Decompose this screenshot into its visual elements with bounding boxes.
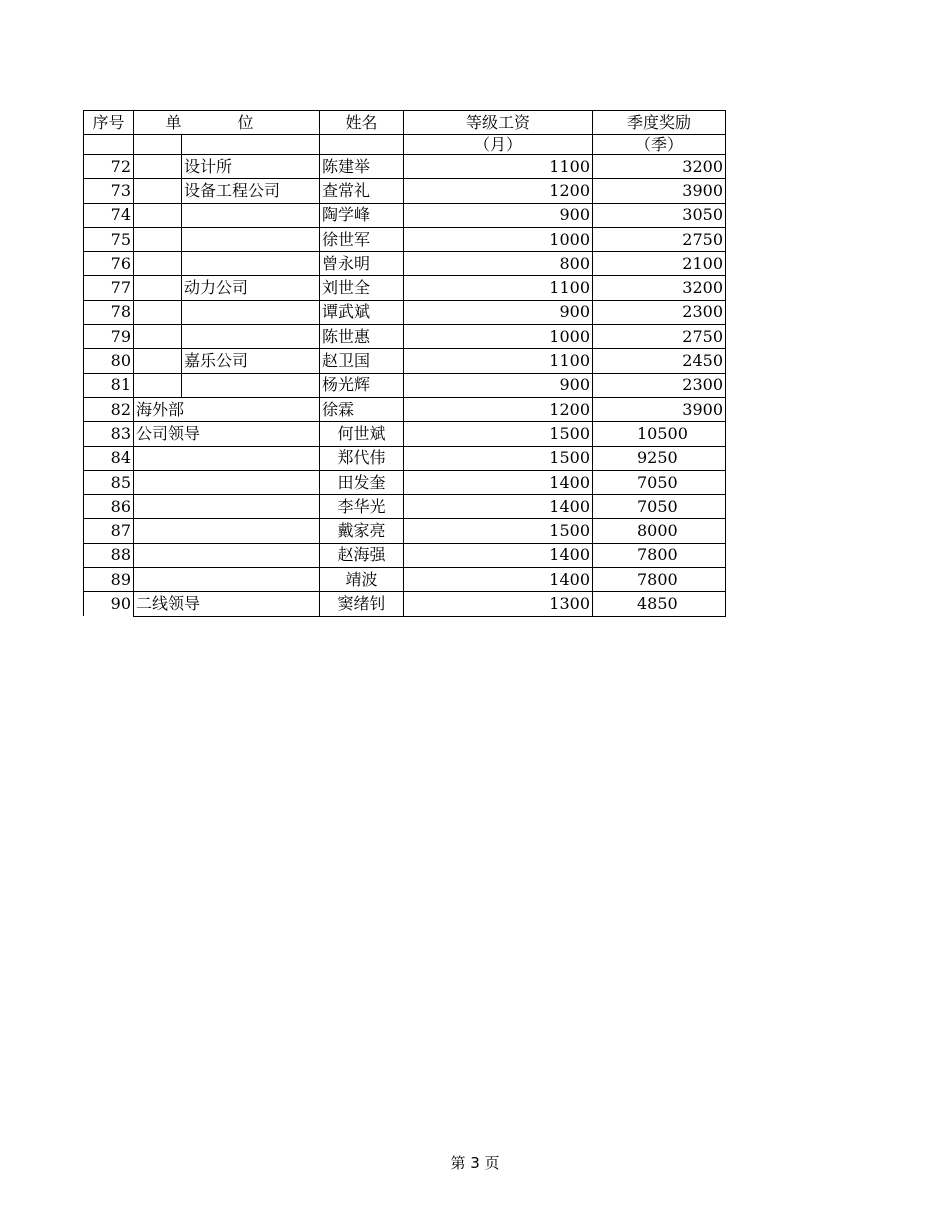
- table-row: [84, 179, 726, 203]
- row-name: 何世斌: [320, 422, 404, 446]
- row-dept: [134, 373, 182, 397]
- row-subunit: 动力公司: [182, 276, 320, 300]
- row-salary: 900: [404, 300, 593, 324]
- row-seq: 88: [84, 543, 134, 567]
- row-dept: [134, 227, 182, 251]
- row-seq: 84: [84, 446, 134, 470]
- table-row: [84, 155, 726, 179]
- row-subunit: [182, 203, 320, 227]
- row-name: 陈建举: [320, 155, 404, 179]
- row-salary: 1200: [404, 179, 593, 203]
- row-bonus: 3900: [593, 179, 726, 203]
- header-unit-part2: [182, 111, 320, 135]
- row-dept: [134, 325, 182, 349]
- row-subunit: [182, 227, 320, 251]
- table-row: [84, 227, 726, 251]
- table-row: [84, 300, 726, 324]
- header-unit-b: 位: [237, 112, 254, 132]
- row-seq: 90: [84, 592, 134, 616]
- row-name: 杨光辉: [320, 373, 404, 397]
- row-name: 田发奎: [320, 470, 404, 494]
- header-name: 姓名: [320, 111, 404, 135]
- row-name: 曾永明: [320, 252, 404, 276]
- row-subunit: 嘉乐公司: [182, 349, 320, 373]
- row-salary: 1500: [404, 446, 593, 470]
- row-bonus: 2300: [593, 373, 726, 397]
- row-name: 窦绪钊: [320, 592, 404, 616]
- header-unit-a: 单: [165, 112, 182, 132]
- table-row: [84, 568, 726, 592]
- row-seq: 77: [84, 276, 134, 300]
- row-salary: 1100: [404, 276, 593, 300]
- row-dept: [134, 495, 320, 519]
- row-subunit: [182, 252, 320, 276]
- row-bonus: 10500: [593, 422, 726, 446]
- row-bonus: 4850: [593, 592, 726, 616]
- table-row: [84, 397, 726, 421]
- row-name: 陈世惠: [320, 325, 404, 349]
- row-dept: [134, 543, 320, 567]
- subheader-empty-unit1: [134, 135, 182, 155]
- row-subunit: [182, 373, 320, 397]
- row-seq: 89: [84, 568, 134, 592]
- table-row: [84, 495, 726, 519]
- row-seq: 74: [84, 203, 134, 227]
- table-row: [84, 373, 726, 397]
- row-name: 谭武斌: [320, 300, 404, 324]
- row-dept: [134, 155, 182, 179]
- table-row: [84, 203, 726, 227]
- row-dept: [134, 276, 182, 300]
- row-bonus: 9250: [593, 446, 726, 470]
- row-seq: 79: [84, 325, 134, 349]
- table-row: [84, 252, 726, 276]
- row-seq: 87: [84, 519, 134, 543]
- row-dept: [134, 252, 182, 276]
- row-seq: 76: [84, 252, 134, 276]
- row-dept: [134, 568, 320, 592]
- row-salary: 1100: [404, 155, 593, 179]
- row-seq: 83: [84, 422, 134, 446]
- table-row: [84, 543, 726, 567]
- row-bonus: 3200: [593, 276, 726, 300]
- row-dept: [134, 349, 182, 373]
- row-name: 刘世全: [320, 276, 404, 300]
- row-bonus: 2450: [593, 349, 726, 373]
- row-dept: [134, 300, 182, 324]
- row-dept: 公司领导: [134, 422, 320, 446]
- row-name: 查常礼: [320, 179, 404, 203]
- row-name: 徐霖: [320, 397, 404, 421]
- row-dept: 海外部: [134, 397, 320, 421]
- row-seq: 73: [84, 179, 134, 203]
- row-salary: 900: [404, 373, 593, 397]
- subheader-empty-unit2: [182, 135, 320, 155]
- table-row: [84, 470, 726, 494]
- header-salary: 等级工资: [404, 111, 593, 135]
- row-salary: 1200: [404, 397, 593, 421]
- row-bonus: 7050: [593, 470, 726, 494]
- row-bonus: 2100: [593, 252, 726, 276]
- row-bonus: 7050: [593, 495, 726, 519]
- row-bonus: 2300: [593, 300, 726, 324]
- row-seq: 81: [84, 373, 134, 397]
- row-name: 赵卫国: [320, 349, 404, 373]
- header-bonus: 季度奖励: [593, 111, 726, 135]
- table-row: [84, 519, 726, 543]
- row-name: 李华光: [320, 495, 404, 519]
- subheader-bonus-period: （季）: [593, 135, 726, 155]
- row-bonus: 7800: [593, 543, 726, 567]
- row-bonus: 7800: [593, 568, 726, 592]
- header-seq: 序号: [84, 111, 134, 135]
- header-unit-part1: [134, 111, 182, 135]
- row-dept: [134, 446, 320, 470]
- row-subunit: 设计所: [182, 155, 320, 179]
- table-row: [84, 592, 726, 616]
- row-dept: 二线领导: [134, 592, 320, 616]
- subheader-empty-seq: [84, 135, 134, 155]
- row-seq: 78: [84, 300, 134, 324]
- row-seq: 75: [84, 227, 134, 251]
- row-seq: 72: [84, 155, 134, 179]
- row-dept: [134, 470, 320, 494]
- row-bonus: 3900: [593, 397, 726, 421]
- row-subunit: [182, 300, 320, 324]
- page-footer: 第 3 页: [450, 1154, 500, 1172]
- table-row: [84, 325, 726, 349]
- table-row: [84, 446, 726, 470]
- row-bonus: 2750: [593, 325, 726, 349]
- subheader-salary-period: （月）: [404, 135, 593, 155]
- row-subunit: 设备工程公司: [182, 179, 320, 203]
- row-salary: 1500: [404, 422, 593, 446]
- row-name: 赵海强: [320, 543, 404, 567]
- row-bonus: 3050: [593, 203, 726, 227]
- row-bonus: 3200: [593, 155, 726, 179]
- table-body: [84, 155, 726, 617]
- row-salary: 1000: [404, 227, 593, 251]
- row-subunit: [182, 325, 320, 349]
- salary-table: [83, 110, 726, 617]
- row-salary: 1400: [404, 495, 593, 519]
- row-name: 靖波: [320, 568, 404, 592]
- row-salary: 800: [404, 252, 593, 276]
- row-salary: 1100: [404, 349, 593, 373]
- header-row: [84, 111, 726, 135]
- row-bonus: 2750: [593, 227, 726, 251]
- row-dept: [134, 179, 182, 203]
- row-name: 陶学峰: [320, 203, 404, 227]
- row-salary: 1500: [404, 519, 593, 543]
- row-dept: [134, 519, 320, 543]
- row-salary: 1000: [404, 325, 593, 349]
- row-name: 徐世军: [320, 227, 404, 251]
- row-salary: 1300: [404, 592, 593, 616]
- row-salary: 900: [404, 203, 593, 227]
- row-dept: [134, 203, 182, 227]
- table-row: [84, 422, 726, 446]
- table-row: [84, 276, 726, 300]
- row-seq: 85: [84, 470, 134, 494]
- subheader-row: [84, 135, 726, 155]
- row-bonus: 8000: [593, 519, 726, 543]
- row-salary: 1400: [404, 543, 593, 567]
- row-name: 戴家亮: [320, 519, 404, 543]
- row-salary: 1400: [404, 470, 593, 494]
- table-row: [84, 349, 726, 373]
- row-name: 郑代伟: [320, 446, 404, 470]
- row-seq: 86: [84, 495, 134, 519]
- row-salary: 1400: [404, 568, 593, 592]
- row-seq: 80: [84, 349, 134, 373]
- row-seq: 82: [84, 397, 134, 421]
- subheader-empty-name: [320, 135, 404, 155]
